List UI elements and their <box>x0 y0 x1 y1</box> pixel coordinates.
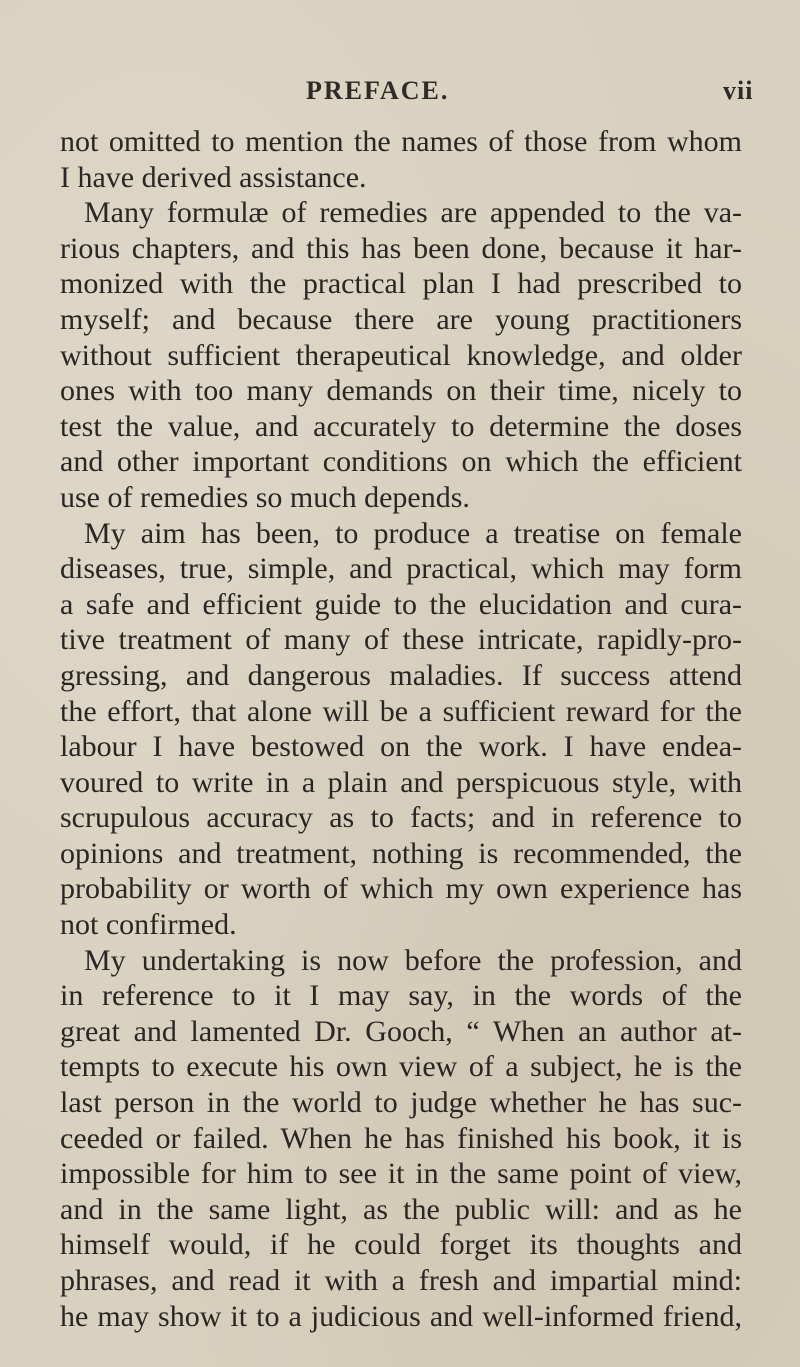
text-line: My aim has been, to produce a treatise on female <box>84 516 742 550</box>
text-line: and in the same light, as the public will: and as he <box>60 1192 742 1226</box>
text-line: not omitted to mention the names of those from whom <box>60 125 742 158</box>
text-line: myself; and because there are young practitioners <box>60 302 742 336</box>
text-line: Many formulæ of remedies are appended to the va- <box>84 196 742 230</box>
text-line: tempts to execute his own view of a subject, he is the <box>60 1050 742 1084</box>
text-line: I have derived assistance. <box>60 160 367 194</box>
text-line: monized with the practical plan I had prescribed to <box>60 267 742 301</box>
text-line: himself would, if he could forget its thoughts and <box>60 1228 742 1262</box>
text-line: diseases, true, simple, and practical, which may form <box>60 552 742 586</box>
text-line: labour I have bestowed on the work. I have endea- <box>60 730 742 764</box>
text-line: impossible for him to see it in the same point of view, <box>60 1157 742 1191</box>
text-line: the effort, that alone will be a sufficient reward for the <box>60 694 742 728</box>
text-line: phrases, and read it with a fresh and impartial mind: <box>60 1264 742 1297</box>
text-line: without sufficient therapeutical knowledge, and older <box>60 338 742 372</box>
text-line: rious chapters, and this has been done, because it har- <box>60 231 742 265</box>
text-line: and other important conditions on which the efficient <box>60 445 742 479</box>
page-header <box>0 72 800 112</box>
text-line: great and lamented Dr. Gooch, “ When an author at- <box>60 1014 742 1048</box>
text-line: a safe and efficient guide to the elucidation and cura- <box>60 587 742 621</box>
text-line: gressing, and dangerous maladies. If success attend <box>60 658 742 692</box>
text-line: My undertaking is now before the profession, and <box>84 943 742 977</box>
running-head: PREFACE. <box>306 76 450 105</box>
page-number: vii <box>723 76 754 105</box>
text-line: tive treatment of many of these intricate, rapidly-pro- <box>60 623 742 657</box>
text-line: ceeded or failed. When he has finished his book, it is <box>60 1121 742 1155</box>
text-line: voured to write in a plain and perspicuous style, with <box>60 765 742 799</box>
text-line: probability or worth of which my own experience has <box>60 872 742 906</box>
text-line: scrupulous accuracy as to facts; and in reference to <box>60 801 742 835</box>
text-line: ones with too many demands on their time, nicely to <box>60 374 742 408</box>
text-line: last person in the world to judge whether he has suc- <box>60 1086 742 1120</box>
text-line: test the value, and accurately to determine the doses <box>60 409 742 443</box>
text-line: he may show it to a judicious and well-informed friend, <box>60 1299 742 1333</box>
text-line: not confirmed. <box>60 908 237 942</box>
text-line: in reference to it I may say, in the words of the <box>60 979 742 1013</box>
text-line: opinions and treatment, nothing is recommended, the <box>60 836 742 870</box>
body-text <box>60 124 742 1334</box>
text-line: use of remedies so much depends. <box>60 480 470 514</box>
